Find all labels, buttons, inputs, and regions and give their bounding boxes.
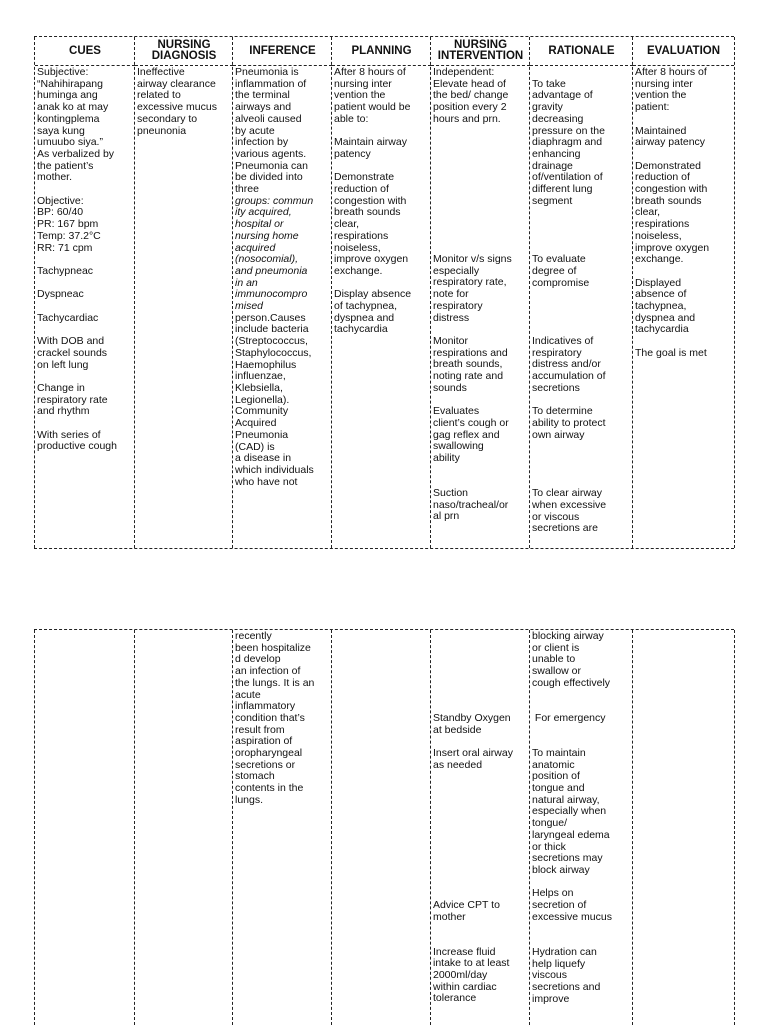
- text-line: To evaluate: [532, 253, 586, 266]
- text-line: dyspnea and: [635, 311, 696, 324]
- text-line: distress and/or: [532, 358, 601, 371]
- text-line: help liquefy: [532, 957, 586, 970]
- blank-line: [433, 853, 528, 865]
- text-line: respiratory: [433, 299, 483, 312]
- text-line: Elevate head of: [433, 77, 506, 90]
- text-line: Indicatives of: [532, 335, 594, 348]
- blank-line: [532, 441, 631, 453]
- cell-nursing-intervention: [431, 67, 530, 523]
- column-nursing-diagnosis-cont: [134, 630, 233, 1025]
- text-line: natural airway,: [532, 793, 600, 806]
- text-line: To determine: [532, 405, 593, 418]
- text-line: nursing home: [235, 229, 299, 242]
- column-nursing-intervention-cont: [430, 630, 530, 1025]
- blank-line: [433, 231, 528, 243]
- text-line: compromise: [532, 276, 590, 289]
- header-nursing-intervention: NURSING INTERVENTION: [431, 37, 530, 66]
- blank-line: [433, 923, 528, 935]
- text-line: patient:: [635, 101, 670, 114]
- column-planning: [331, 37, 431, 548]
- text-line: inflammatory: [235, 700, 296, 713]
- text-line: Standby Oxygen: [433, 711, 511, 724]
- blank-line: [433, 830, 528, 842]
- text-line: noting rate and: [433, 370, 504, 383]
- text-line: For emergency: [532, 711, 606, 724]
- text-line: d develop: [235, 653, 281, 666]
- text-line: ability to protect: [532, 416, 606, 429]
- text-line: ity acquired,: [235, 206, 292, 219]
- text-line: Display absence: [334, 288, 412, 301]
- blank-line: [532, 219, 631, 231]
- text-line: client’s cough or: [433, 416, 509, 429]
- text-line: cough effectively: [532, 676, 611, 689]
- cell-evaluation: [633, 67, 734, 360]
- blank-line: [433, 841, 528, 853]
- text-line: decreasing: [532, 112, 584, 125]
- text-line: alveoli caused: [235, 112, 302, 125]
- care-plan-table-page-1: [34, 36, 734, 549]
- text-line: Klebsiella,: [235, 381, 283, 394]
- text-line: when excessive: [532, 498, 607, 511]
- text-line: clear,: [635, 206, 661, 219]
- blank-line: [433, 818, 528, 830]
- text-line: improve: [532, 992, 570, 1005]
- text-line: congestion with: [334, 194, 407, 207]
- text-line: related to: [137, 89, 181, 102]
- text-line: on left lung: [37, 358, 89, 371]
- text-line: 2000ml/day: [433, 969, 488, 982]
- text-line: been hospitalize: [235, 641, 311, 654]
- text-line: Advice CPT to: [433, 898, 500, 911]
- text-line: Haemophilus: [235, 358, 297, 371]
- text-line: tongue and: [532, 782, 585, 795]
- text-line: mised: [235, 300, 264, 313]
- header-rationale: RATIONALE: [530, 37, 633, 66]
- text-line: anak ko at may: [37, 101, 109, 114]
- text-line: the terminal: [235, 89, 290, 102]
- text-line: Evaluates: [433, 405, 480, 418]
- text-line: able to:: [334, 112, 369, 125]
- text-line: result from: [235, 723, 285, 736]
- text-line: intake to at least: [433, 957, 510, 970]
- blank-line: [433, 877, 528, 889]
- text-line: respirations: [334, 229, 389, 242]
- text-line: infection by: [235, 136, 289, 149]
- text-line: Demonstrated: [635, 159, 701, 172]
- text-line: secretions are: [532, 522, 598, 535]
- text-line: (nosocomial),: [235, 253, 299, 266]
- text-line: nursing inter: [635, 77, 693, 90]
- column-planning-cont: [331, 630, 431, 1025]
- text-line: enhancing: [532, 147, 581, 160]
- text-line: RR: 71 cpm: [37, 241, 93, 254]
- text-line: gag reflex and: [433, 428, 500, 441]
- text-line: Pneumonia: [235, 428, 289, 441]
- text-line: al prn: [433, 510, 460, 523]
- header-nursing-diagnosis: NURSING DIAGNOSIS: [135, 37, 233, 66]
- text-line: excessive mucus: [532, 910, 612, 923]
- text-line: Staphylococcus,: [235, 346, 312, 359]
- text-line: reduction of: [635, 171, 690, 184]
- text-line: saya kung: [37, 124, 85, 137]
- text-line: blocking airway: [532, 630, 604, 642]
- text-line: respirations: [635, 218, 690, 231]
- text-line: an infection of: [235, 665, 301, 678]
- text-line: groups: commun: [235, 194, 314, 207]
- blank-line: [532, 289, 631, 301]
- text-line: exchange.: [334, 264, 383, 277]
- text-line: As verbalized by: [37, 147, 115, 160]
- blank-line: [433, 806, 528, 818]
- text-line: absence of: [635, 288, 687, 301]
- blank-line: [433, 184, 528, 196]
- text-line: stomach: [235, 770, 275, 783]
- blank-line: [37, 418, 133, 430]
- text-line: in an: [235, 276, 258, 289]
- text-line: recently: [235, 630, 272, 642]
- text-line: aspiration of: [235, 735, 293, 748]
- cell-nursing-diagnosis: [135, 67, 233, 137]
- text-line: accumulation of: [532, 370, 606, 383]
- text-line: lungs.: [235, 793, 264, 806]
- text-line: advantage of: [532, 89, 593, 102]
- text-line: respiratory: [532, 346, 582, 359]
- text-line: noiseless,: [635, 229, 682, 242]
- text-line: Pneumonia is: [235, 66, 299, 78]
- text-line: Legionella).: [235, 393, 290, 406]
- text-line: With series of: [37, 428, 101, 441]
- cell-inference: [233, 67, 332, 488]
- blank-line: [433, 219, 528, 231]
- text-line: Helps on: [532, 887, 574, 900]
- text-line: PR: 167 bpm: [37, 218, 99, 231]
- text-line: exchange.: [635, 253, 684, 266]
- blank-line: [532, 690, 631, 702]
- text-line: position of: [532, 770, 580, 783]
- text-line: Monitor v/s signs: [433, 253, 512, 266]
- blank-line: [433, 783, 528, 795]
- text-line: diaphragm and: [532, 136, 603, 149]
- text-line: secretions: [532, 381, 580, 394]
- text-line: breath sounds,: [433, 358, 503, 371]
- text-line: umuubo siya.”: [37, 136, 103, 149]
- text-line: Pneumonia can: [235, 159, 308, 172]
- text-line: vention the: [635, 89, 687, 102]
- text-line: include bacteria: [235, 323, 309, 336]
- blank-line: [433, 666, 528, 678]
- text-line: breath sounds: [334, 206, 401, 219]
- text-line: note for: [433, 288, 469, 301]
- blank-line: [433, 137, 528, 149]
- text-line: productive cough: [37, 440, 117, 453]
- text-line: Monitor: [433, 334, 469, 347]
- text-line: swallowing: [433, 440, 484, 453]
- text-line: Dyspneac: [37, 288, 84, 301]
- text-line: pneunonia: [137, 124, 187, 137]
- text-line: distress: [433, 311, 470, 324]
- text-line: secretions and: [532, 980, 601, 993]
- text-line: reduction of: [334, 183, 389, 195]
- text-line: respiratory rate,: [433, 276, 507, 289]
- column-nursing-intervention: [430, 37, 530, 548]
- text-line: Increase fluid: [433, 945, 496, 958]
- text-line: airway clearance: [137, 77, 216, 90]
- blank-line: [532, 313, 631, 325]
- text-line: degree of: [532, 264, 577, 277]
- text-line: Acquired: [235, 417, 277, 430]
- text-line: sounds: [433, 381, 467, 394]
- text-line: (CAD) is: [235, 440, 275, 453]
- text-line: segment: [532, 194, 573, 207]
- text-line: especially: [433, 264, 480, 277]
- text-line: Temp: 37.2°C: [37, 229, 101, 242]
- blank-line: [635, 114, 732, 126]
- text-line: Hydration can: [532, 945, 597, 958]
- column-cues: [34, 37, 135, 548]
- text-line: After 8 hours of: [334, 66, 406, 78]
- text-line: patient would be: [334, 101, 411, 114]
- text-line: mother: [433, 910, 466, 923]
- blank-line: [532, 465, 631, 477]
- column-inference-cont: [232, 630, 332, 1025]
- column-cues-cont: [34, 630, 135, 1025]
- text-line: improve oxygen: [334, 253, 409, 266]
- text-line: crackel sounds: [37, 346, 108, 359]
- text-line: drainage: [532, 159, 573, 172]
- text-line: block airway: [532, 864, 590, 876]
- text-line: within cardiac: [433, 980, 497, 993]
- text-line: as needed: [433, 758, 483, 771]
- text-line: Change in: [37, 381, 85, 394]
- text-line: immunocompro: [235, 288, 308, 301]
- column-rationale-cont: [529, 630, 633, 1025]
- text-line: noiseless,: [334, 241, 381, 254]
- cell-rationale-cont: [530, 631, 633, 1005]
- text-line: position every 2: [433, 101, 507, 114]
- text-line: (Streptococcus,: [235, 335, 308, 348]
- text-line: Community: [235, 405, 289, 418]
- blank-line: [532, 725, 631, 737]
- blank-line: [433, 207, 528, 219]
- text-line: inflammation of: [235, 77, 307, 90]
- text-line: Maintained: [635, 124, 687, 137]
- text-line: own airway: [532, 428, 585, 441]
- text-line: the patient’s: [37, 159, 94, 172]
- text-line: Insert oral airway: [433, 746, 513, 759]
- text-line: kontingplema: [37, 112, 100, 125]
- column-evaluation-cont: [632, 630, 735, 1025]
- text-line: and pneumonia: [235, 264, 308, 277]
- text-line: condition that’s: [235, 711, 305, 724]
- blank-line: [433, 196, 528, 208]
- text-line: mother.: [37, 171, 73, 184]
- text-line: Tachycardiac: [37, 311, 99, 324]
- text-line: airways and: [235, 101, 292, 114]
- cell-rationale: [530, 67, 633, 535]
- blank-line: [433, 654, 528, 666]
- text-line: secretions or: [235, 758, 296, 771]
- column-evaluation: [632, 37, 735, 548]
- text-line: various agents.: [235, 147, 307, 160]
- text-line: To take: [532, 77, 566, 90]
- text-line: who have not: [235, 475, 298, 488]
- blank-line: [532, 67, 631, 79]
- column-nursing-diagnosis: [134, 37, 233, 548]
- text-line: tongue/: [532, 817, 568, 830]
- text-line: and rhythm: [37, 405, 90, 418]
- text-line: or client is: [532, 641, 580, 654]
- cell-inference-cont: [233, 631, 332, 807]
- text-line: patency: [334, 147, 371, 160]
- text-line: Tachypneac: [37, 264, 94, 277]
- text-line: To clear airway: [532, 487, 603, 500]
- blank-line: [532, 924, 631, 936]
- text-line: Displayed: [635, 276, 682, 289]
- blank-line: [433, 631, 528, 643]
- text-line: viscous: [532, 969, 568, 982]
- text-line: person.Causes: [235, 311, 306, 324]
- blank-line: [37, 301, 133, 313]
- text-line: The goal is met: [635, 346, 707, 359]
- blank-line: [433, 161, 528, 173]
- text-line: laryngeal edema: [532, 828, 610, 841]
- blank-line: [532, 207, 631, 219]
- text-line: To maintain: [532, 746, 586, 759]
- text-line: acquired: [235, 241, 276, 254]
- text-line: BP: 60/40: [37, 206, 84, 219]
- blank-line: [433, 149, 528, 161]
- text-line: With DOB and: [37, 335, 105, 348]
- blank-line: [433, 678, 528, 690]
- blank-line: [433, 689, 528, 701]
- blank-line: [635, 266, 732, 278]
- text-line: which individuals: [235, 463, 314, 476]
- header-inference: INFERENCE: [233, 37, 332, 66]
- text-line: Suction: [433, 487, 469, 500]
- text-line: or viscous: [532, 510, 580, 523]
- text-line: of tachypnea,: [334, 300, 398, 313]
- text-line: huminga ang: [37, 89, 98, 102]
- text-line: respiratory rate: [37, 393, 108, 406]
- blank-line: [635, 149, 732, 161]
- blank-line: [433, 771, 528, 783]
- text-line: excessive mucus: [137, 101, 217, 114]
- text-line: different lung: [532, 183, 593, 196]
- blank-line: [532, 453, 631, 465]
- text-line: contents in the: [235, 782, 304, 795]
- text-line: hours and prn.: [433, 112, 501, 125]
- header-cues: CUES: [35, 37, 135, 66]
- text-line: by acute: [235, 124, 275, 137]
- cell-planning: [332, 67, 431, 336]
- care-plan-table-page-2: [34, 629, 734, 1025]
- text-line: Independent:: [433, 66, 495, 78]
- text-line: acute: [235, 688, 261, 701]
- text-line: influenzae,: [235, 370, 286, 383]
- column-inference: [232, 37, 332, 548]
- text-line: hospital or: [235, 218, 284, 231]
- text-line: Objective:: [37, 194, 84, 207]
- text-line: Subjective:: [37, 66, 89, 78]
- cell-cues: [35, 67, 135, 453]
- header-evaluation: EVALUATION: [633, 37, 734, 66]
- text-line: pressure on the: [532, 124, 605, 137]
- text-line: especially when: [532, 805, 607, 818]
- text-line: be divided into: [235, 171, 303, 184]
- text-line: anatomic: [532, 758, 575, 771]
- text-line: secretions may: [532, 852, 603, 865]
- text-line: tachycardia: [635, 323, 689, 336]
- text-line: clear,: [334, 218, 360, 231]
- text-line: Maintain airway: [334, 136, 407, 149]
- text-line: oropharyngeal: [235, 747, 303, 760]
- text-line: breath sounds: [635, 194, 702, 207]
- text-line: airway patency: [635, 136, 706, 149]
- blank-line: [433, 935, 528, 947]
- blank-line: [433, 643, 528, 655]
- text-line: naso/tracheal/or: [433, 498, 509, 511]
- text-line: Demonstrate: [334, 171, 395, 184]
- text-line: gravity: [532, 101, 563, 114]
- text-line: vention the: [334, 89, 386, 102]
- text-line: congestion with: [635, 183, 708, 195]
- text-line: unable to: [532, 653, 576, 666]
- text-line: or thick: [532, 840, 566, 853]
- blank-line: [433, 465, 528, 477]
- text-line: at bedside: [433, 723, 482, 736]
- text-line: improve oxygen: [635, 241, 710, 254]
- blank-line: [433, 795, 528, 807]
- text-line: tolerance: [433, 992, 477, 1005]
- text-line: a disease in: [235, 452, 292, 465]
- blank-line: [532, 231, 631, 243]
- text-line: secondary to: [137, 112, 198, 125]
- text-line: nursing inter: [334, 77, 392, 90]
- text-line: of/ventilation of: [532, 171, 603, 184]
- blank-line: [433, 126, 528, 138]
- blank-line: [532, 301, 631, 313]
- header-planning: PLANNING: [332, 37, 431, 66]
- text-line: the bed/ change: [433, 89, 509, 102]
- text-line: tachypnea,: [635, 300, 687, 313]
- text-line: three: [235, 183, 259, 196]
- text-line: the lungs. It is an: [235, 676, 315, 689]
- text-line: dyspnea and: [334, 311, 395, 324]
- blank-line: [433, 865, 528, 877]
- text-line: “Nahihirapang: [37, 77, 103, 90]
- text-line: respirations and: [433, 346, 508, 359]
- blank-line: [37, 184, 133, 196]
- cell-nursing-intervention-cont: [431, 631, 530, 1005]
- column-rationale: [529, 37, 633, 548]
- blank-line: [433, 172, 528, 184]
- text-line: swallow or: [532, 665, 582, 678]
- text-line: Ineffective: [137, 66, 185, 78]
- text-line: ability: [433, 452, 460, 464]
- text-line: tachycardia: [334, 323, 388, 336]
- text-line: After 8 hours of: [635, 66, 707, 78]
- text-line: secretion of: [532, 899, 587, 912]
